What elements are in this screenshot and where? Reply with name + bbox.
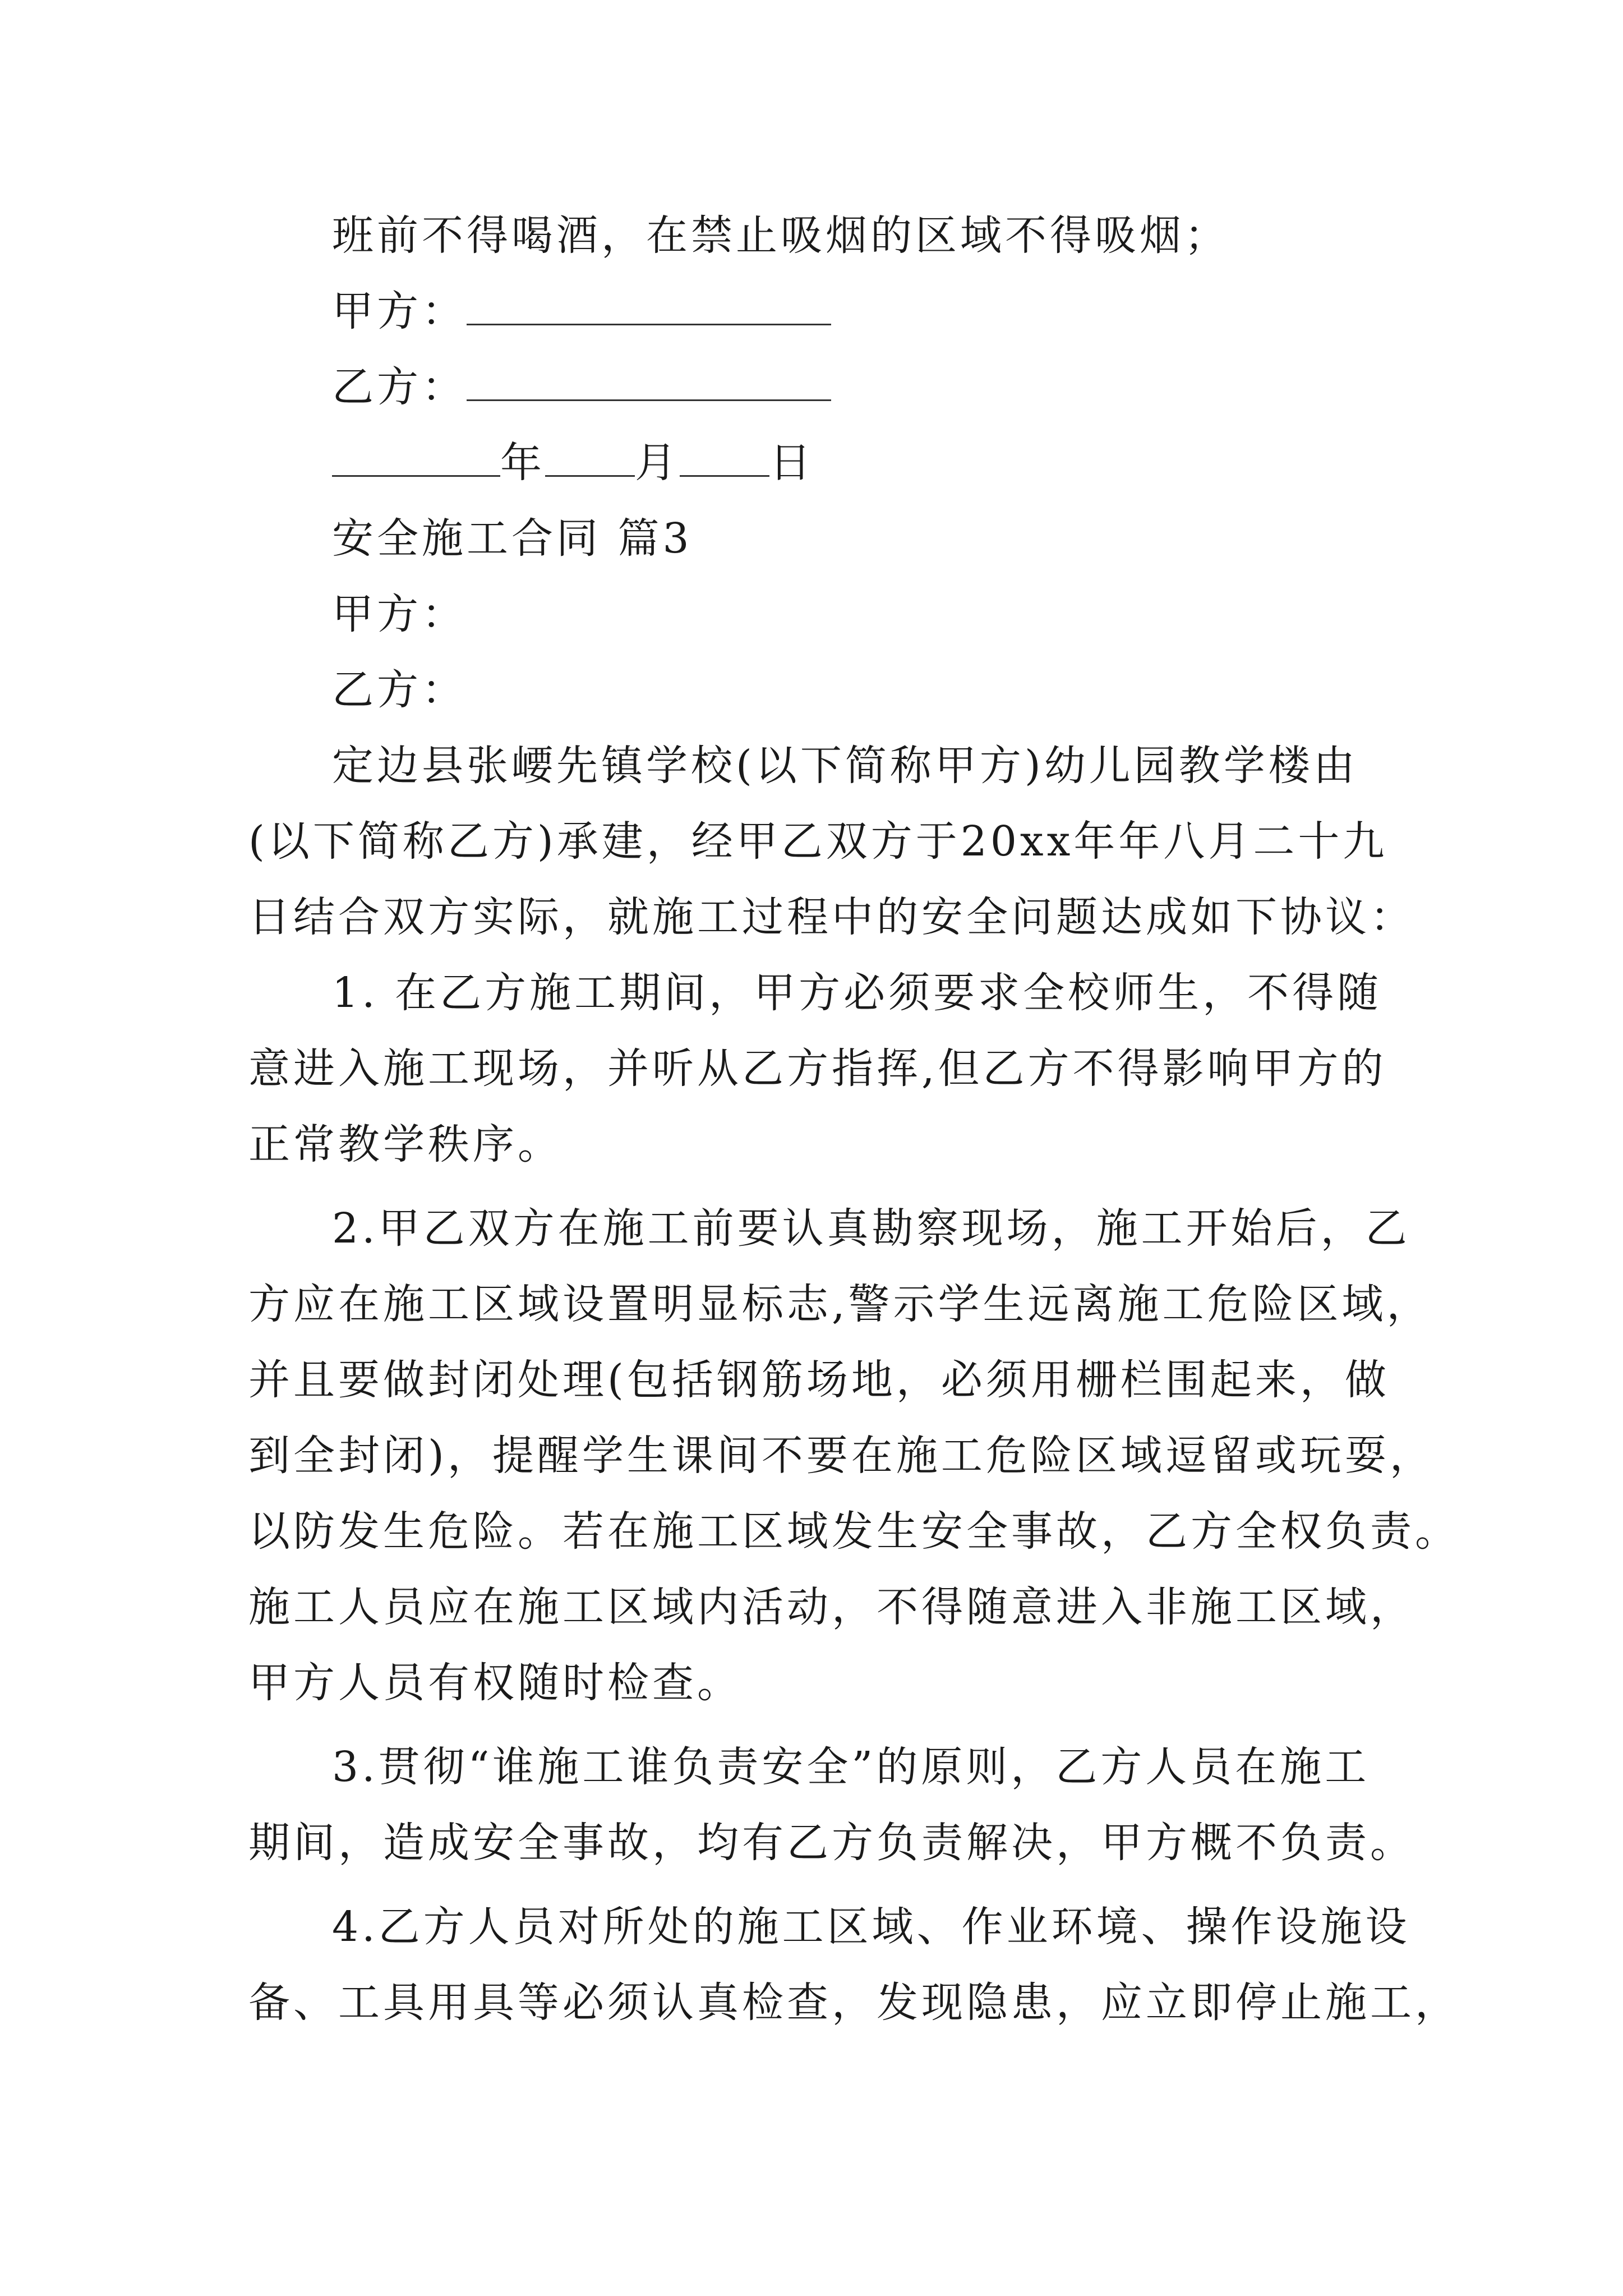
body-line: 3.贯彻“谁施工谁负责安全”的原则，乙方人员在施工 bbox=[332, 1743, 1370, 1791]
body-line: 期间，造成安全事故，均有乙方负责解决，甲方概不负责。 bbox=[248, 1819, 1415, 1867]
body-line: 4.乙方人员对所处的施工区域、作业环境、操作设施设 bbox=[332, 1903, 1410, 1951]
party-b-line: 乙方： bbox=[332, 666, 467, 714]
body-line: 备、工具用具等必须认真检查，发现隐患，应立即停止施工， bbox=[248, 1978, 1460, 2027]
day-label: 日 bbox=[769, 439, 814, 487]
party-a-label: 甲方： bbox=[332, 287, 467, 335]
body-line: (以下简称乙方)承建，经甲乙双方于20xx年年八月二十九 bbox=[248, 817, 1388, 866]
body-line: 甲方人员有权随时检查。 bbox=[248, 1659, 742, 1707]
date-line bbox=[332, 435, 814, 491]
body-line: 方应在施工区域设置明显标志,警示学生远离施工危险区域， bbox=[248, 1280, 1432, 1328]
body-line: 1. 在乙方施工期间，甲方必须要求全校师生，不得随 bbox=[332, 969, 1382, 1017]
body-line: 并且要做封闭处理(包括钢筋场地，必须用栅栏围起来，做 bbox=[248, 1356, 1390, 1404]
body-line: 以防发生危险。若在施工区域发生安全事故，乙方全权负责。 bbox=[248, 1507, 1460, 1556]
party-a-signature-line bbox=[332, 283, 831, 339]
body-line: 意进入施工现场，并听从乙方指挥,但乙方不得影响甲方的 bbox=[248, 1045, 1387, 1093]
party-a-line: 甲方： bbox=[332, 590, 467, 638]
body-line: 正常教学秩序。 bbox=[248, 1120, 562, 1168]
body-line: 施工人员应在施工区域内活动，不得随意进入非施工区域， bbox=[248, 1583, 1415, 1631]
body-line: 2.甲乙双方在施工前要认真勘察现场，施工开始后，乙 bbox=[332, 1204, 1410, 1253]
year-blank bbox=[332, 440, 500, 477]
party-b-label: 乙方： bbox=[332, 363, 467, 411]
body-line: 到全封闭)，提醒学生课间不要在施工危险区域逗留或玩耍， bbox=[248, 1432, 1435, 1480]
body-line: 日结合双方实际，就施工过程中的安全问题达成如下协议： bbox=[248, 893, 1415, 941]
body-line: 班前不得喝酒，在禁止吸烟的区域不得吸烟； bbox=[332, 211, 1229, 260]
month-blank bbox=[545, 440, 635, 477]
month-label: 月 bbox=[635, 439, 680, 487]
party-b-blank bbox=[467, 365, 831, 401]
party-b-signature-line bbox=[332, 359, 831, 415]
year-label: 年 bbox=[500, 439, 545, 487]
party-a-blank bbox=[467, 289, 831, 325]
day-blank bbox=[680, 440, 769, 477]
section-heading: 安全施工合同 篇3 bbox=[332, 514, 693, 563]
body-line: 定边县张崾先镇学校(以下简称甲方)幼儿园教学楼由 bbox=[332, 742, 1358, 790]
